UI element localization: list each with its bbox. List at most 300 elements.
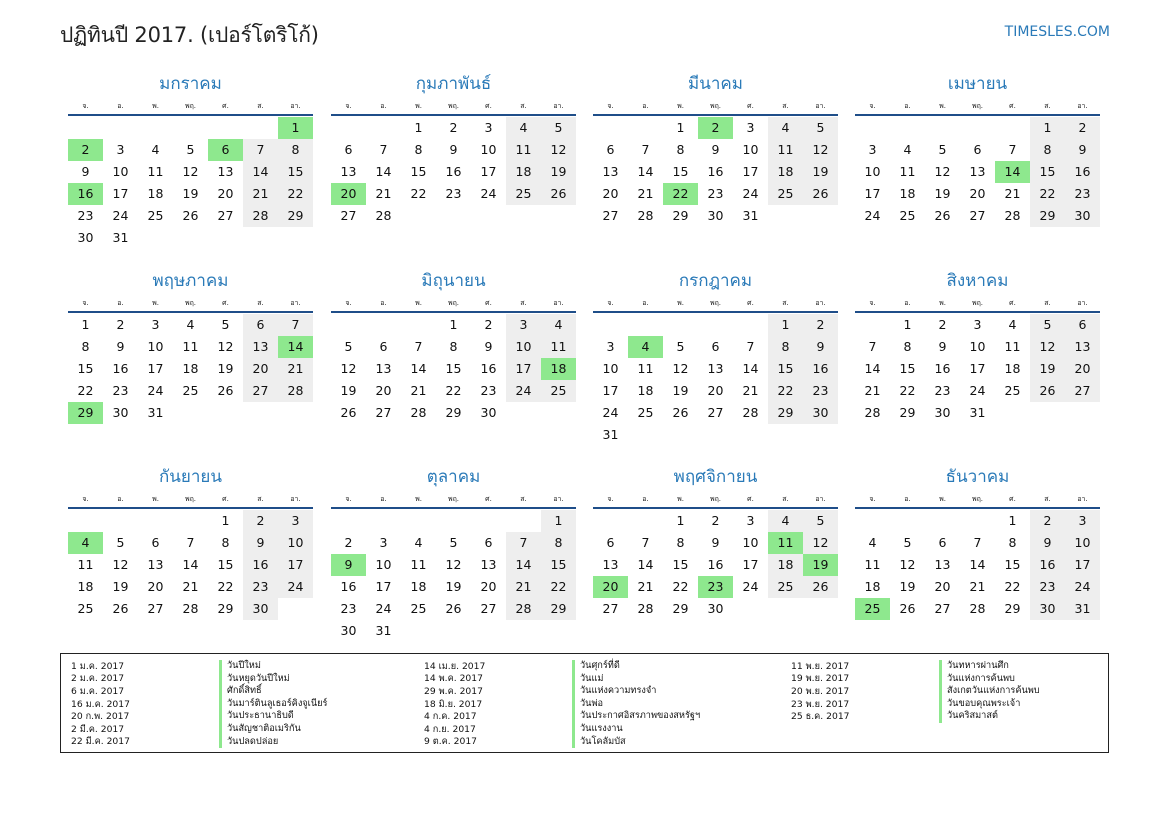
weekday-label: พฤ. <box>184 102 197 110</box>
day-cell: 20 <box>707 383 724 398</box>
day-cell: 10 <box>375 557 392 572</box>
weekday-label: ศ. <box>1009 102 1016 110</box>
weekend-day-cell: 2 <box>1030 510 1065 532</box>
empty-cell <box>925 510 960 532</box>
day-cell: 7 <box>186 535 195 550</box>
month-block <box>68 269 313 424</box>
day-cell: 8 <box>676 535 685 550</box>
weekday-label: จ. <box>607 495 614 503</box>
weekend-day-cell: 5 <box>1030 314 1065 336</box>
weekday-label: อา. <box>1077 102 1088 110</box>
day-cell: 13 <box>480 557 497 572</box>
holiday-day-cell: 2 <box>698 117 733 139</box>
empty-cell <box>138 510 173 532</box>
weekday-label: จ. <box>82 299 89 307</box>
holiday-date: 4 ก.ย. 2017 <box>424 723 476 735</box>
day-cell: 26 <box>182 208 199 223</box>
weekday-header <box>331 100 576 116</box>
weekday-label: อ. <box>904 102 911 110</box>
weekend-day-cell: 5 <box>803 510 838 532</box>
day-cell: 24 <box>112 208 129 223</box>
weekend-day-cell: 9 <box>1065 139 1100 161</box>
holiday-day-cell: 1 <box>278 117 313 139</box>
day-cell: 19 <box>934 186 951 201</box>
day-cell: 27 <box>480 601 497 616</box>
day-cell: 25 <box>147 208 164 223</box>
day-cell: 4 <box>186 317 195 332</box>
holiday-name: ศักดิ์สิทธิ์ <box>219 685 262 698</box>
day-cell: 14 <box>182 557 199 572</box>
weekend-day-cell: 4 <box>506 117 541 139</box>
month-title: พฤษภาคม <box>152 271 229 291</box>
month-block <box>593 465 838 620</box>
day-cell: 23 <box>480 383 497 398</box>
weekend-day-cell: 18 <box>506 161 541 183</box>
weekend-day-cell: 13 <box>243 336 278 358</box>
day-cell: 13 <box>340 164 357 179</box>
day-cell: 20 <box>217 186 234 201</box>
day-cell: 9 <box>711 142 720 157</box>
weekday-label: อา. <box>290 495 301 503</box>
weekday-label: ส. <box>257 299 264 307</box>
weekday-header <box>593 493 838 509</box>
weekday-label: ส. <box>1044 495 1051 503</box>
day-cell: 8 <box>81 339 90 354</box>
weekday-label: จ. <box>345 102 352 110</box>
weekend-day-cell: 21 <box>243 183 278 205</box>
holiday-day-cell: 18 <box>541 358 576 380</box>
day-cell: 16 <box>934 361 951 376</box>
weekend-day-cell: 14 <box>506 554 541 576</box>
day-cell: 7 <box>379 142 388 157</box>
holiday-date: 18 มิ.ย. 2017 <box>424 698 483 710</box>
day-grid <box>593 510 838 620</box>
month-title: ตุลาคม <box>426 467 481 487</box>
day-cell: 19 <box>445 579 462 594</box>
day-cell: 15 <box>410 164 427 179</box>
weekend-day-cell: 1 <box>1030 117 1065 139</box>
day-cell: 7 <box>641 535 650 550</box>
day-cell: 3 <box>746 513 755 528</box>
day-cell: 6 <box>973 142 982 157</box>
weekend-day-cell: 29 <box>1030 205 1065 227</box>
holiday-name: วันขอบคุณพระเจ้า <box>939 698 1020 711</box>
day-cell: 29 <box>445 405 462 420</box>
holiday-name: วันแห่งความทรงจำ <box>572 685 656 698</box>
empty-cell <box>506 510 541 532</box>
day-cell: 19 <box>182 186 199 201</box>
day-cell: 26 <box>217 383 234 398</box>
weekday-label: พ. <box>152 102 159 110</box>
weekday-label: พ. <box>415 299 422 307</box>
day-cell: 31 <box>602 427 619 442</box>
weekend-day-cell: 15 <box>541 554 576 576</box>
holiday-name: วันมาร์ตินลูเธอร์คิงจูเนียร์ <box>219 698 327 711</box>
day-cell: 4 <box>151 142 160 157</box>
weekend-day-cell: 22 <box>278 183 313 205</box>
day-cell: 21 <box>969 579 986 594</box>
holiday-date: 14 เม.ย. 2017 <box>424 660 486 672</box>
day-cell: 25 <box>182 383 199 398</box>
day-cell: 18 <box>410 579 427 594</box>
holiday-column <box>424 660 700 748</box>
day-cell: 10 <box>480 142 497 157</box>
weekend-day-cell: 3 <box>278 510 313 532</box>
weekday-label: พ. <box>939 102 946 110</box>
weekday-header <box>855 493 1100 509</box>
weekend-day-cell: 9 <box>1030 532 1065 554</box>
day-cell: 12 <box>934 164 951 179</box>
day-cell: 21 <box>637 579 654 594</box>
day-cell: 12 <box>445 557 462 572</box>
holiday-name: วันโคลัมบัส <box>572 736 626 749</box>
month-block <box>855 269 1100 424</box>
weekend-day-cell: 26 <box>1030 380 1065 402</box>
holiday-name: วันหยุดวันปีใหม่ <box>219 673 290 686</box>
weekend-day-cell: 28 <box>243 205 278 227</box>
weekend-day-cell: 8 <box>541 532 576 554</box>
weekend-day-cell: 15 <box>768 358 803 380</box>
month-block <box>331 465 576 642</box>
day-cell: 12 <box>217 339 234 354</box>
weekday-header <box>331 493 576 509</box>
empty-cell <box>960 510 995 532</box>
day-cell: 7 <box>641 142 650 157</box>
weekday-label: อ. <box>380 102 387 110</box>
day-cell: 31 <box>742 208 759 223</box>
day-cell: 21 <box>375 186 392 201</box>
empty-cell <box>366 117 401 139</box>
day-cell: 7 <box>414 339 423 354</box>
holiday-day-cell: 14 <box>278 336 313 358</box>
day-cell: 15 <box>445 361 462 376</box>
day-cell: 23 <box>77 208 94 223</box>
day-cell: 6 <box>151 535 160 550</box>
weekend-day-cell: 19 <box>541 161 576 183</box>
day-cell: 18 <box>637 383 654 398</box>
day-cell: 5 <box>116 535 125 550</box>
weekend-day-cell: 11 <box>768 139 803 161</box>
weekend-day-cell: 23 <box>243 576 278 598</box>
empty-cell <box>471 510 506 532</box>
day-cell: 18 <box>1004 361 1021 376</box>
day-cell: 14 <box>742 361 759 376</box>
weekend-day-cell: 4 <box>768 510 803 532</box>
holiday-day-cell: 19 <box>803 554 838 576</box>
day-cell: 29 <box>899 405 916 420</box>
day-cell: 15 <box>217 557 234 572</box>
holiday-date: 2 ม.ค. 2017 <box>71 673 125 685</box>
day-cell: 31 <box>375 623 392 638</box>
day-cell: 14 <box>375 164 392 179</box>
day-grid <box>68 314 313 424</box>
day-cell: 29 <box>672 208 689 223</box>
site-link[interactable]: TIMESLES.COM <box>1004 24 1110 40</box>
day-cell: 5 <box>938 142 947 157</box>
day-cell: 21 <box>864 383 881 398</box>
day-cell: 16 <box>480 361 497 376</box>
weekday-label: พฤ. <box>709 299 722 307</box>
day-grid <box>855 314 1100 424</box>
weekend-day-cell: 26 <box>803 576 838 598</box>
day-cell: 11 <box>1004 339 1021 354</box>
holiday-name: วันประกาศอิสรภาพของสหรัฐฯ <box>572 710 700 723</box>
weekday-label: อา. <box>815 495 826 503</box>
weekday-label: อ. <box>117 299 124 307</box>
holiday-day-cell: 2 <box>68 139 103 161</box>
day-cell: 26 <box>340 405 357 420</box>
holiday-name: วันแม่ <box>572 673 603 686</box>
day-cell: 23 <box>445 186 462 201</box>
day-cell: 20 <box>147 579 164 594</box>
weekend-day-cell: 3 <box>1065 510 1100 532</box>
weekday-label: ศ. <box>1009 495 1016 503</box>
month-title: สิงหาคม <box>946 271 1009 291</box>
weekday-label: อ. <box>642 299 649 307</box>
day-cell: 28 <box>375 208 392 223</box>
day-cell: 17 <box>147 361 164 376</box>
weekend-day-cell: 12 <box>803 532 838 554</box>
day-cell: 29 <box>1004 601 1021 616</box>
empty-cell <box>331 510 366 532</box>
weekend-day-cell: 18 <box>768 161 803 183</box>
empty-cell <box>593 117 628 139</box>
day-cell: 22 <box>77 383 94 398</box>
holiday-name: วันประธานาธิบดี <box>219 710 294 723</box>
month-block <box>331 72 576 227</box>
weekend-day-cell: 24 <box>1065 576 1100 598</box>
day-cell: 24 <box>147 383 164 398</box>
day-cell: 12 <box>899 557 916 572</box>
empty-cell <box>331 314 366 336</box>
weekday-label: ศ. <box>485 299 492 307</box>
day-cell: 15 <box>899 361 916 376</box>
empty-cell <box>436 510 471 532</box>
weekday-label: พฤ. <box>971 299 984 307</box>
weekday-label: อา. <box>1077 299 1088 307</box>
weekend-day-cell: 27 <box>1065 380 1100 402</box>
day-cell: 14 <box>410 361 427 376</box>
day-cell: 3 <box>746 120 755 135</box>
day-cell: 10 <box>742 535 759 550</box>
weekend-day-cell: 30 <box>1030 598 1065 620</box>
day-cell: 3 <box>151 317 160 332</box>
empty-cell <box>401 510 436 532</box>
day-cell: 16 <box>340 579 357 594</box>
weekday-label: พ. <box>415 102 422 110</box>
day-cell: 2 <box>484 317 493 332</box>
day-cell: 24 <box>864 208 881 223</box>
month-title: มิถุนายน <box>421 271 486 291</box>
empty-cell <box>366 314 401 336</box>
weekend-day-cell: 23 <box>1030 576 1065 598</box>
weekend-day-cell: 13 <box>1065 336 1100 358</box>
day-cell: 17 <box>742 164 759 179</box>
weekend-day-cell: 28 <box>506 598 541 620</box>
holiday-date: 14 พ.ค. 2017 <box>424 673 483 685</box>
day-cell: 26 <box>112 601 129 616</box>
weekday-label: ส. <box>1044 102 1051 110</box>
weekday-label: พฤ. <box>971 102 984 110</box>
day-cell: 9 <box>711 535 720 550</box>
weekend-day-cell: 25 <box>506 183 541 205</box>
day-cell: 30 <box>934 405 951 420</box>
day-cell: 10 <box>742 142 759 157</box>
weekday-label: ส. <box>1044 299 1051 307</box>
day-cell: 31 <box>147 405 164 420</box>
weekday-label: ศ. <box>485 102 492 110</box>
day-cell: 9 <box>116 339 125 354</box>
weekday-label: พ. <box>152 495 159 503</box>
empty-cell <box>995 117 1030 139</box>
day-cell: 19 <box>340 383 357 398</box>
weekend-day-cell: 10 <box>278 532 313 554</box>
weekday-label: อา. <box>290 102 301 110</box>
day-cell: 10 <box>864 164 881 179</box>
day-cell: 16 <box>707 164 724 179</box>
weekday-label: ส. <box>782 495 789 503</box>
day-cell: 27 <box>602 208 619 223</box>
weekday-label: พ. <box>939 495 946 503</box>
holiday-date: 23 พ.ย. 2017 <box>791 698 850 710</box>
day-cell: 2 <box>116 317 125 332</box>
day-cell: 11 <box>864 557 881 572</box>
day-cell: 5 <box>186 142 195 157</box>
weekday-label: จ. <box>82 495 89 503</box>
day-cell: 13 <box>602 164 619 179</box>
weekday-label: จ. <box>869 102 876 110</box>
holiday-name: วันสัญชาติอเมริกัน <box>219 723 301 736</box>
day-cell: 23 <box>934 383 951 398</box>
weekend-day-cell: 29 <box>278 205 313 227</box>
day-cell: 23 <box>707 186 724 201</box>
weekday-label: ศ. <box>747 102 754 110</box>
day-cell: 18 <box>182 361 199 376</box>
day-cell: 18 <box>147 186 164 201</box>
day-cell: 8 <box>414 142 423 157</box>
day-cell: 13 <box>602 557 619 572</box>
day-cell: 1 <box>903 317 912 332</box>
holiday-date: 4 ก.ค. 2017 <box>424 711 477 723</box>
weekday-label: พฤ. <box>184 495 197 503</box>
day-cell: 16 <box>707 557 724 572</box>
weekday-label: ส. <box>520 299 527 307</box>
weekend-day-cell: 2 <box>1065 117 1100 139</box>
day-cell: 5 <box>903 535 912 550</box>
day-cell: 3 <box>606 339 615 354</box>
holiday-row <box>791 710 1040 723</box>
day-cell: 14 <box>637 557 654 572</box>
holiday-column <box>791 660 1040 723</box>
day-cell: 14 <box>864 361 881 376</box>
day-cell: 4 <box>868 535 877 550</box>
empty-cell <box>733 314 768 336</box>
day-cell: 3 <box>379 535 388 550</box>
day-cell: 3 <box>116 142 125 157</box>
day-cell: 22 <box>217 579 234 594</box>
weekend-day-cell: 12 <box>1030 336 1065 358</box>
month-title: ธันวาคม <box>945 467 1010 487</box>
weekday-label: ส. <box>520 102 527 110</box>
month-block <box>68 72 313 249</box>
day-cell: 15 <box>1004 557 1021 572</box>
day-cell: 30 <box>340 623 357 638</box>
empty-cell <box>68 510 103 532</box>
day-cell: 2 <box>344 535 353 550</box>
day-cell: 7 <box>1008 142 1017 157</box>
day-cell: 1 <box>676 120 685 135</box>
empty-cell <box>366 510 401 532</box>
weekend-day-cell: 24 <box>278 576 313 598</box>
day-cell: 18 <box>899 186 916 201</box>
weekend-day-cell: 29 <box>541 598 576 620</box>
holiday-date: 20 ก.พ. 2017 <box>71 711 130 723</box>
holiday-date: 19 พ.ย. 2017 <box>791 673 850 685</box>
day-cell: 25 <box>899 208 916 223</box>
holiday-name: วันแรงงาน <box>572 723 623 736</box>
weekday-header <box>855 297 1100 313</box>
weekend-day-cell: 6 <box>1065 314 1100 336</box>
holiday-day-cell: 11 <box>768 532 803 554</box>
weekday-label: อ. <box>117 495 124 503</box>
weekday-label: พ. <box>152 299 159 307</box>
holiday-name: วันแห่งการค้นพบ <box>939 673 1015 686</box>
day-cell: 18 <box>864 579 881 594</box>
empty-cell <box>173 117 208 139</box>
weekend-day-cell: 17 <box>278 554 313 576</box>
day-cell: 27 <box>969 208 986 223</box>
weekend-day-cell: 7 <box>278 314 313 336</box>
day-cell: 24 <box>742 579 759 594</box>
day-cell: 15 <box>77 361 94 376</box>
weekend-day-cell: 16 <box>1030 554 1065 576</box>
day-cell: 7 <box>746 339 755 354</box>
day-cell: 19 <box>217 361 234 376</box>
holiday-date: 9 ต.ค. 2017 <box>424 736 478 748</box>
day-cell: 29 <box>672 601 689 616</box>
holiday-row <box>71 736 327 749</box>
day-cell: 23 <box>340 601 357 616</box>
weekend-day-cell: 2 <box>803 314 838 336</box>
weekend-day-cell: 21 <box>506 576 541 598</box>
empty-cell <box>960 117 995 139</box>
weekend-day-cell: 23 <box>803 380 838 402</box>
day-cell: 20 <box>480 579 497 594</box>
day-cell: 24 <box>969 383 986 398</box>
weekend-day-cell: 18 <box>768 554 803 576</box>
weekend-day-cell: 27 <box>243 380 278 402</box>
day-cell: 25 <box>77 601 94 616</box>
weekday-label: ศ. <box>1009 299 1016 307</box>
weekend-day-cell: 19 <box>1030 358 1065 380</box>
weekend-day-cell: 20 <box>1065 358 1100 380</box>
holiday-date: 25 ธ.ค. 2017 <box>791 711 850 723</box>
empty-cell <box>138 117 173 139</box>
weekend-day-cell: 22 <box>1030 183 1065 205</box>
holiday-day-cell: 16 <box>68 183 103 205</box>
day-cell: 30 <box>707 601 724 616</box>
weekend-day-cell: 29 <box>768 402 803 424</box>
day-cell: 24 <box>375 601 392 616</box>
day-cell: 19 <box>899 579 916 594</box>
day-grid <box>331 510 576 642</box>
day-cell: 17 <box>742 557 759 572</box>
weekend-day-cell: 20 <box>243 358 278 380</box>
day-cell: 30 <box>480 405 497 420</box>
weekday-label: จ. <box>607 299 614 307</box>
day-cell: 28 <box>742 405 759 420</box>
day-cell: 8 <box>1008 535 1017 550</box>
